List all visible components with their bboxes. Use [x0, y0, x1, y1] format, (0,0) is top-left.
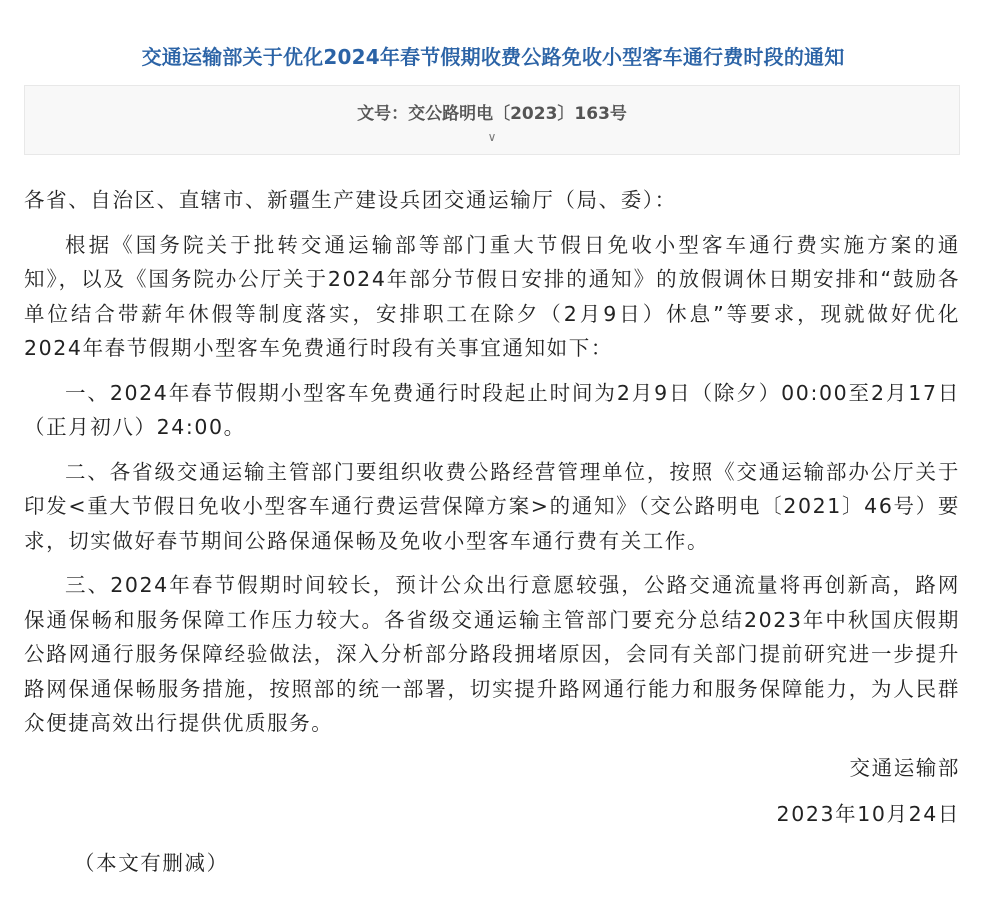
salutation: 各省、自治区、直辖市、新疆生产建设兵团交通运输厅（局、委）： — [24, 188, 677, 212]
doc-number: 文号：交公路明电〔2023〕163号 — [357, 104, 627, 124]
doc-number-panel[interactable] — [24, 85, 960, 155]
page-title: 交通运输部关于优化2024年春节假期收费公路免收小型客车通行费时段的通知 — [141, 45, 845, 70]
paragraph-item-3: 三、2024年春节假期时间较长，预计公众出行意愿较强，公路交通流量将再创新高，路网保通保畅和服务保障工作压力较大。各省级交通运输主管部门要充分总结2023年中秋国庆假期公路网通行服务保障经验做法，深入分析部分路段拥堵原因，会同有关部门提前研究进一步提升路网保通保畅服务措施，按照部的统一部署，切实提升路网通行能力和服务保障能力，为人民群众便捷高效出行提供优质服务。 — [24, 573, 960, 735]
paragraph-item-1: 一、2024年春节假期小型客车免费通行时段起止时间为2月9日（除夕）00:00至2月17日（正月初八）24:00。 — [24, 380, 960, 439]
paragraph-intro: 根据《国务院关于批转交通运输部等部门重大节假日免收小型客车通行费实施方案的通知》，以及《国务院办公厅关于2024年部分节假日安排的通知》的放假调休日期安排和“鼓励各单位结合带薪年休假等制度落实，安排职工在除夕（2月9日）休息”等要求，现就做好优化2024年春节假期小型客车免费通行时段有关事宜通知如下： — [24, 232, 960, 360]
chevron-down-icon[interactable]: ∨ — [487, 130, 497, 144]
abridged-note: （本文有删减） — [74, 850, 229, 875]
issue-date: 2023年10月24日 — [776, 802, 960, 826]
notice-body — [24, 183, 960, 890]
paragraph-item-2: 二、各省级交通运输主管部门要组织收费公路经营管理单位，按照《交通运输部办公厅关于印发<重大节假日免收小型客车通行费运营保障方案>的通知》（交公路明电〔2021〕46号）要求，切实做好春节期间公路保通保畅及免收小型客车通行费有关工作。 — [24, 459, 960, 553]
signature: 交通运输部 — [849, 755, 960, 780]
